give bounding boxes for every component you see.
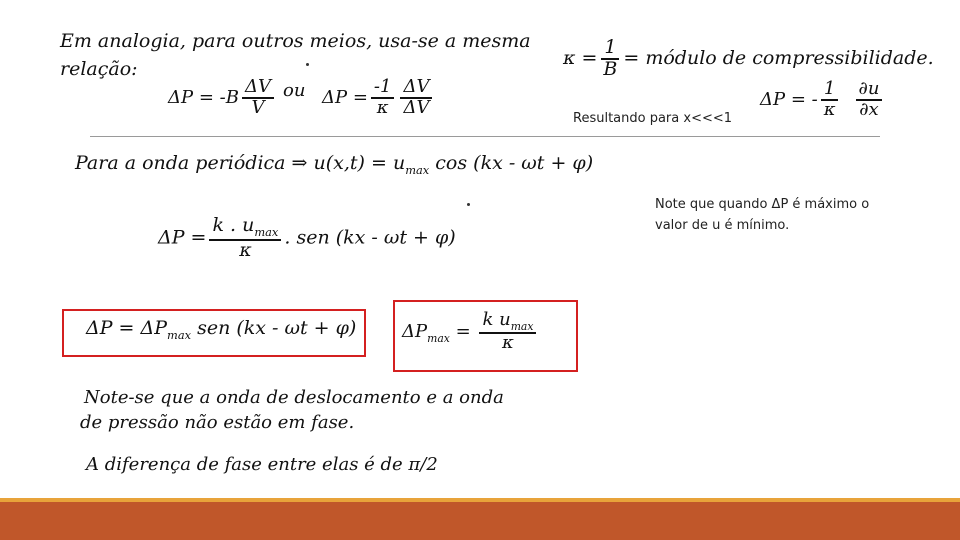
dp-line-num	[209, 216, 281, 241]
eq1-den: V	[251, 96, 265, 118]
note-handwritten-line-2: de pressão não estão em fase.	[80, 412, 355, 433]
note-handwritten-line-1: Note-se que a onda de deslocamento e a onda	[84, 387, 504, 408]
note-typed-line-1: Note que quando ΔP é máximo o	[655, 197, 870, 212]
intro-line-2: relação:	[60, 58, 138, 80]
eq1-fraction	[242, 78, 274, 118]
eq3-fraction-2	[856, 80, 883, 120]
box2-den: κ	[502, 332, 514, 354]
equation-compressibility	[322, 78, 435, 118]
dp-line-den: κ	[239, 239, 252, 262]
stray-dot	[306, 63, 309, 66]
or-word: ou	[283, 80, 306, 101]
eq3-f2-num: ∂u	[856, 80, 883, 101]
eq3-fraction-1	[821, 80, 839, 120]
kappa-fraction	[600, 38, 620, 80]
eq2-f1-num: -1	[371, 78, 395, 99]
box2-num	[479, 311, 536, 334]
eq2-left: ΔP =	[322, 86, 368, 108]
eq3-f2-den: ∂x	[859, 98, 879, 120]
dp-line-fraction	[209, 216, 281, 261]
intro-line-1: Em analogia, para outros meios, usa-se a mesma	[60, 30, 531, 52]
box1-rest: sen (kx - ωt + φ)	[197, 317, 357, 339]
periodic-u-sub: max	[405, 163, 430, 178]
dp-line-rest: . sen (kx - ωt + φ)	[284, 226, 456, 249]
stray-dot-2	[467, 203, 470, 206]
eq2-f1-den: κ	[376, 96, 389, 118]
periodic-u: u	[392, 152, 406, 174]
periodic-text: Para a onda periódica ⇒ u(x,t) =	[75, 152, 387, 174]
kappa-right: = módulo de compressibilidade.	[623, 46, 934, 69]
eq3-f1-den: κ	[823, 98, 836, 120]
eq2-f2-num: ΔV	[400, 78, 432, 99]
note-typed-line-2: valor de u é mínimo.	[655, 218, 790, 233]
eq2-fraction-2	[400, 78, 432, 118]
equation-derivative	[760, 80, 885, 120]
dp-line-left: ΔP =	[158, 226, 207, 249]
box2-equation	[402, 311, 539, 353]
box2-num-text: k u	[482, 309, 511, 330]
dp-line-num-sub: max	[254, 225, 279, 240]
kappa-definition	[563, 38, 934, 80]
equation-bulk-modulus	[168, 78, 277, 118]
box2-eq: =	[455, 321, 471, 343]
dp-line-num-text: k . u	[212, 214, 255, 236]
eq1-left: ΔP = -B	[168, 86, 239, 108]
box1-sub: max	[167, 328, 192, 343]
eq3-f1-num: 1	[821, 80, 838, 101]
box2-fraction	[479, 311, 536, 353]
pressure-equation	[158, 216, 456, 261]
eq1-num: ΔV	[242, 78, 274, 99]
kappa-num: 1	[601, 38, 619, 60]
box2-num-sub: max	[510, 319, 534, 333]
eq2-f2-den: ΔV	[403, 96, 430, 118]
box1-left: ΔP = ΔP	[86, 317, 168, 339]
periodic-rest: cos (kx - ωt + φ)	[435, 152, 594, 174]
box1-equation	[86, 317, 356, 342]
resultando-text: Resultando para x<<<1	[573, 111, 733, 126]
kappa-den: B	[603, 57, 618, 80]
box2-sub: max	[427, 331, 450, 345]
phase-difference-text: A diferença de fase entre elas é de π/2	[86, 454, 438, 475]
eq3-left: ΔP = -	[760, 88, 818, 110]
footer-bar	[0, 502, 960, 540]
box2-left: ΔP	[402, 321, 428, 343]
kappa-left: κ =	[563, 46, 598, 69]
eq2-fraction-1	[371, 78, 395, 118]
separator-line	[90, 136, 880, 137]
periodic-wave-equation	[75, 152, 593, 177]
